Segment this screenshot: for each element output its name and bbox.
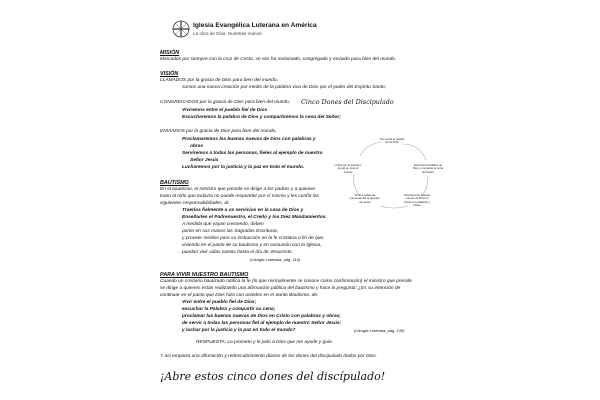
vision-enviados-3: Lucharemos por la justicia y la paz en todo el mundo.	[182, 165, 305, 170]
cinco-dones-title: Cinco Dones del Discipulado	[301, 98, 394, 106]
para-vivir-p3: continuar en el pacto que Dios hizo con ustedes en el Santo Bautismo, de:	[160, 293, 319, 298]
para-vivir-l2: escuchar la Palabra y compartir su cena;	[182, 307, 276, 312]
bautismo-p3: siguientes responsabilidades, al:	[160, 201, 230, 206]
vision-congregados-1: Viviremos entre el pueblo fiel de Dios	[182, 108, 268, 113]
mision-text: Marcados por siempre con la cruz de Cristo, se nos ha reclamado, congregado y enviado para bien del mundo.	[160, 57, 397, 62]
bautismo-citation: (Liturgia Luterana, pág. 116)	[250, 257, 301, 262]
vision-enviados-2: Serviremos a todas las personas, fieles al ejemplo de nuestro	[182, 151, 323, 156]
org-tagline: La obra de Dios. Nuestras manos.	[193, 31, 263, 36]
diagram-node-servir: Sirve a todas las personas fiel al ejemplo de Jesús	[350, 193, 380, 204]
elca-cross-logo-icon	[172, 20, 190, 38]
cinco-dones-diagram	[330, 130, 450, 220]
para-vivir-l5: y luchar por la justicia y la paz en todo el mundo?	[182, 328, 296, 333]
vision-congregados: CONGREGADOS por la gracia de Dios para bien del mundo,	[160, 100, 291, 105]
bautismo-l1: Traerlos fielmente a os servicios en la casa de Dios y	[182, 208, 304, 213]
diagram-node-vivir: Vivo entre el pueblo fiel de Dios	[379, 137, 405, 145]
para-vivir-p1: Cuando un cristiano bautizado ratifica la fe (lo que normalmente se conoce como confirmación) el ministro que preside	[160, 279, 412, 284]
diagram-node-proclamar: Proclama las buenas nuevas de Dios en Cristo con palabras y obras	[403, 193, 431, 207]
bautismo-p1: En el bautismo, el ministro que preside se dirige a los padres y a quienes	[160, 187, 316, 192]
bautismo-l3: A medida que vayan creciendo, deben	[182, 222, 264, 227]
diagram-node-escuchar: Escucha la Palabra de Dios y comparte la cena del Señor	[412, 163, 443, 174]
mision-heading: MISIÓN	[160, 50, 180, 56]
org-name: Iglesia Evangélica Luterana en América	[193, 22, 317, 29]
bautismo-l2: Enseñarles el Padrenuestro, el Credo y los Diez Mandamientos.	[182, 215, 327, 220]
vision-enviados-1: Proclamaremos las buenas nuevas de Dios con palabras y	[182, 137, 316, 142]
para-vivir-heading: PARA VIVIR NUESTRO BAUTISMO	[160, 272, 249, 278]
para-vivir-l3: proclamar las buenas nuevas de Dios en Cristo con palabras y obras;	[182, 314, 341, 319]
vision-enviados-1b: obras	[190, 144, 204, 149]
para-vivir-l1: Vivir entre el pueblo fiel de Dios;	[182, 300, 257, 305]
vision-enviados-2b: Señor Jesús	[190, 158, 219, 163]
bautismo-l7: puedan vivir vidas santas hasta el día de Jesucristo.	[182, 250, 293, 255]
vision-heading: VISIÓN	[160, 71, 179, 77]
bautismo-l4: poner en sus manos las Sagradas Escrituras,	[182, 229, 279, 234]
bautismo-l5: y proveer medios para su instrucción en la fe cristiana a fin de que,	[182, 236, 325, 241]
bautismo-l6: viviendo en el pacto de su bautismo y en comunión con la Iglesia,	[182, 243, 322, 248]
vision-llamados: LLAMADOS por la gracia de Dios para bien del mundo,	[160, 78, 278, 83]
bautismo-p2: traen al niño que todavía no puede responder por sí mismo y les confía las	[160, 194, 319, 199]
vision-congregados-2: Escucharemos la palabra de Dios y compartiremos la cena del Señor;	[182, 115, 341, 120]
para-vivir-closing: Y así empieza una afirmación y redescubrimiento diarios de los dones del discipulado dados por Dios.	[160, 354, 377, 359]
bautismo-heading: BAUTISMO	[160, 180, 189, 186]
para-vivir-l4: de servir a todas las personas fiel al ejemplo de nuestro Señor Jesús;	[182, 321, 342, 326]
para-vivir-respuesta: RESPUESTA: Lo prometo y le pido a Dios que me ayude y guíe.	[196, 340, 334, 345]
diagram-node-luchar: Lucha por la justicia y la paz en todo el mundo	[334, 163, 362, 174]
para-vivir-citation: (Liturgia Luterana, pág. 130)	[354, 328, 405, 333]
para-vivir-p2: se dirige a quienes están realizando una afirmación pública del bautismo y hace la pregunta: ¿Es su intención de	[160, 286, 401, 291]
vision-llamados-2: somos una nueva creación por medio de la palabra viva de Dios por el poder del Espíritu Santo;	[182, 85, 386, 90]
vision-enviados: ENVIADOS por la gracia de Dios para bien del mundo,	[160, 129, 277, 134]
footer-slogan: ¡Abre estos cinco dones del discípulado!	[160, 370, 386, 383]
